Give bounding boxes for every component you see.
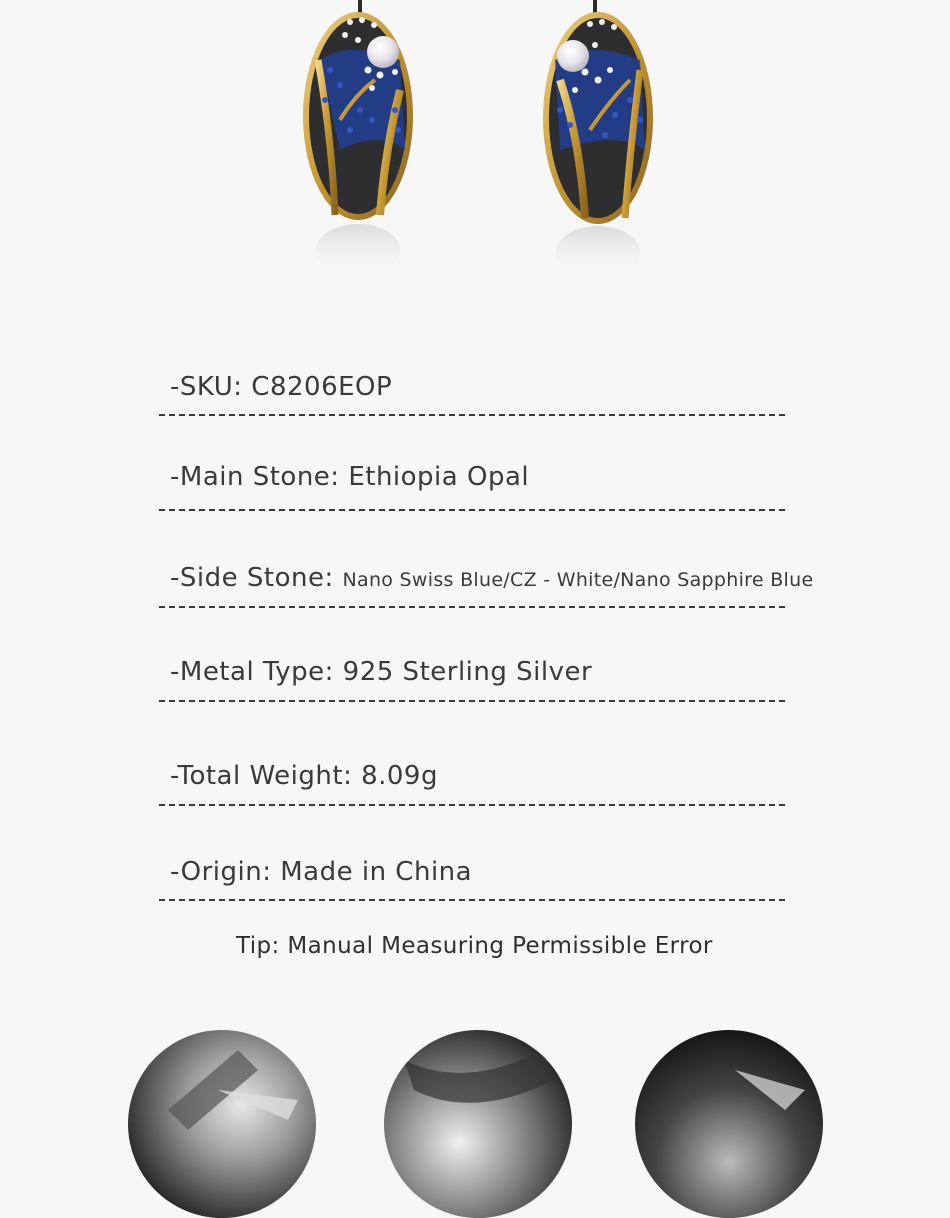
earrings-product-image: [0, 0, 950, 290]
spec-total-weight: -Total Weight: 8.09g: [170, 761, 438, 791]
right-earring: [543, 0, 653, 278]
divider: [159, 606, 785, 608]
spec-main-stone: -Main Stone: Ethiopia Opal: [170, 462, 530, 492]
spec-origin: -Origin: Made in China: [170, 857, 473, 887]
spec-sku: -SKU: C8206EOP: [170, 372, 393, 402]
spec-side-stone-label: -Side Stone:: [170, 563, 343, 593]
divider: [159, 899, 785, 901]
detail-photo-2: [384, 1030, 572, 1218]
divider: [159, 700, 785, 702]
divider: [159, 414, 785, 416]
left-earring: [303, 0, 413, 276]
spec-side-stone-value: Nano Swiss Blue/CZ - White/Nano Sapphire Blue: [342, 569, 814, 591]
tip-text: Tip: Manual Measuring Permissible Error: [236, 933, 713, 959]
detail-photo-3: [635, 1030, 823, 1218]
divider: [159, 509, 785, 511]
spec-side-stone: [170, 563, 813, 593]
detail-photo-1: [128, 1030, 316, 1218]
spec-metal-type: -Metal Type: 925 Sterling Silver: [170, 657, 593, 687]
divider: [159, 804, 785, 806]
